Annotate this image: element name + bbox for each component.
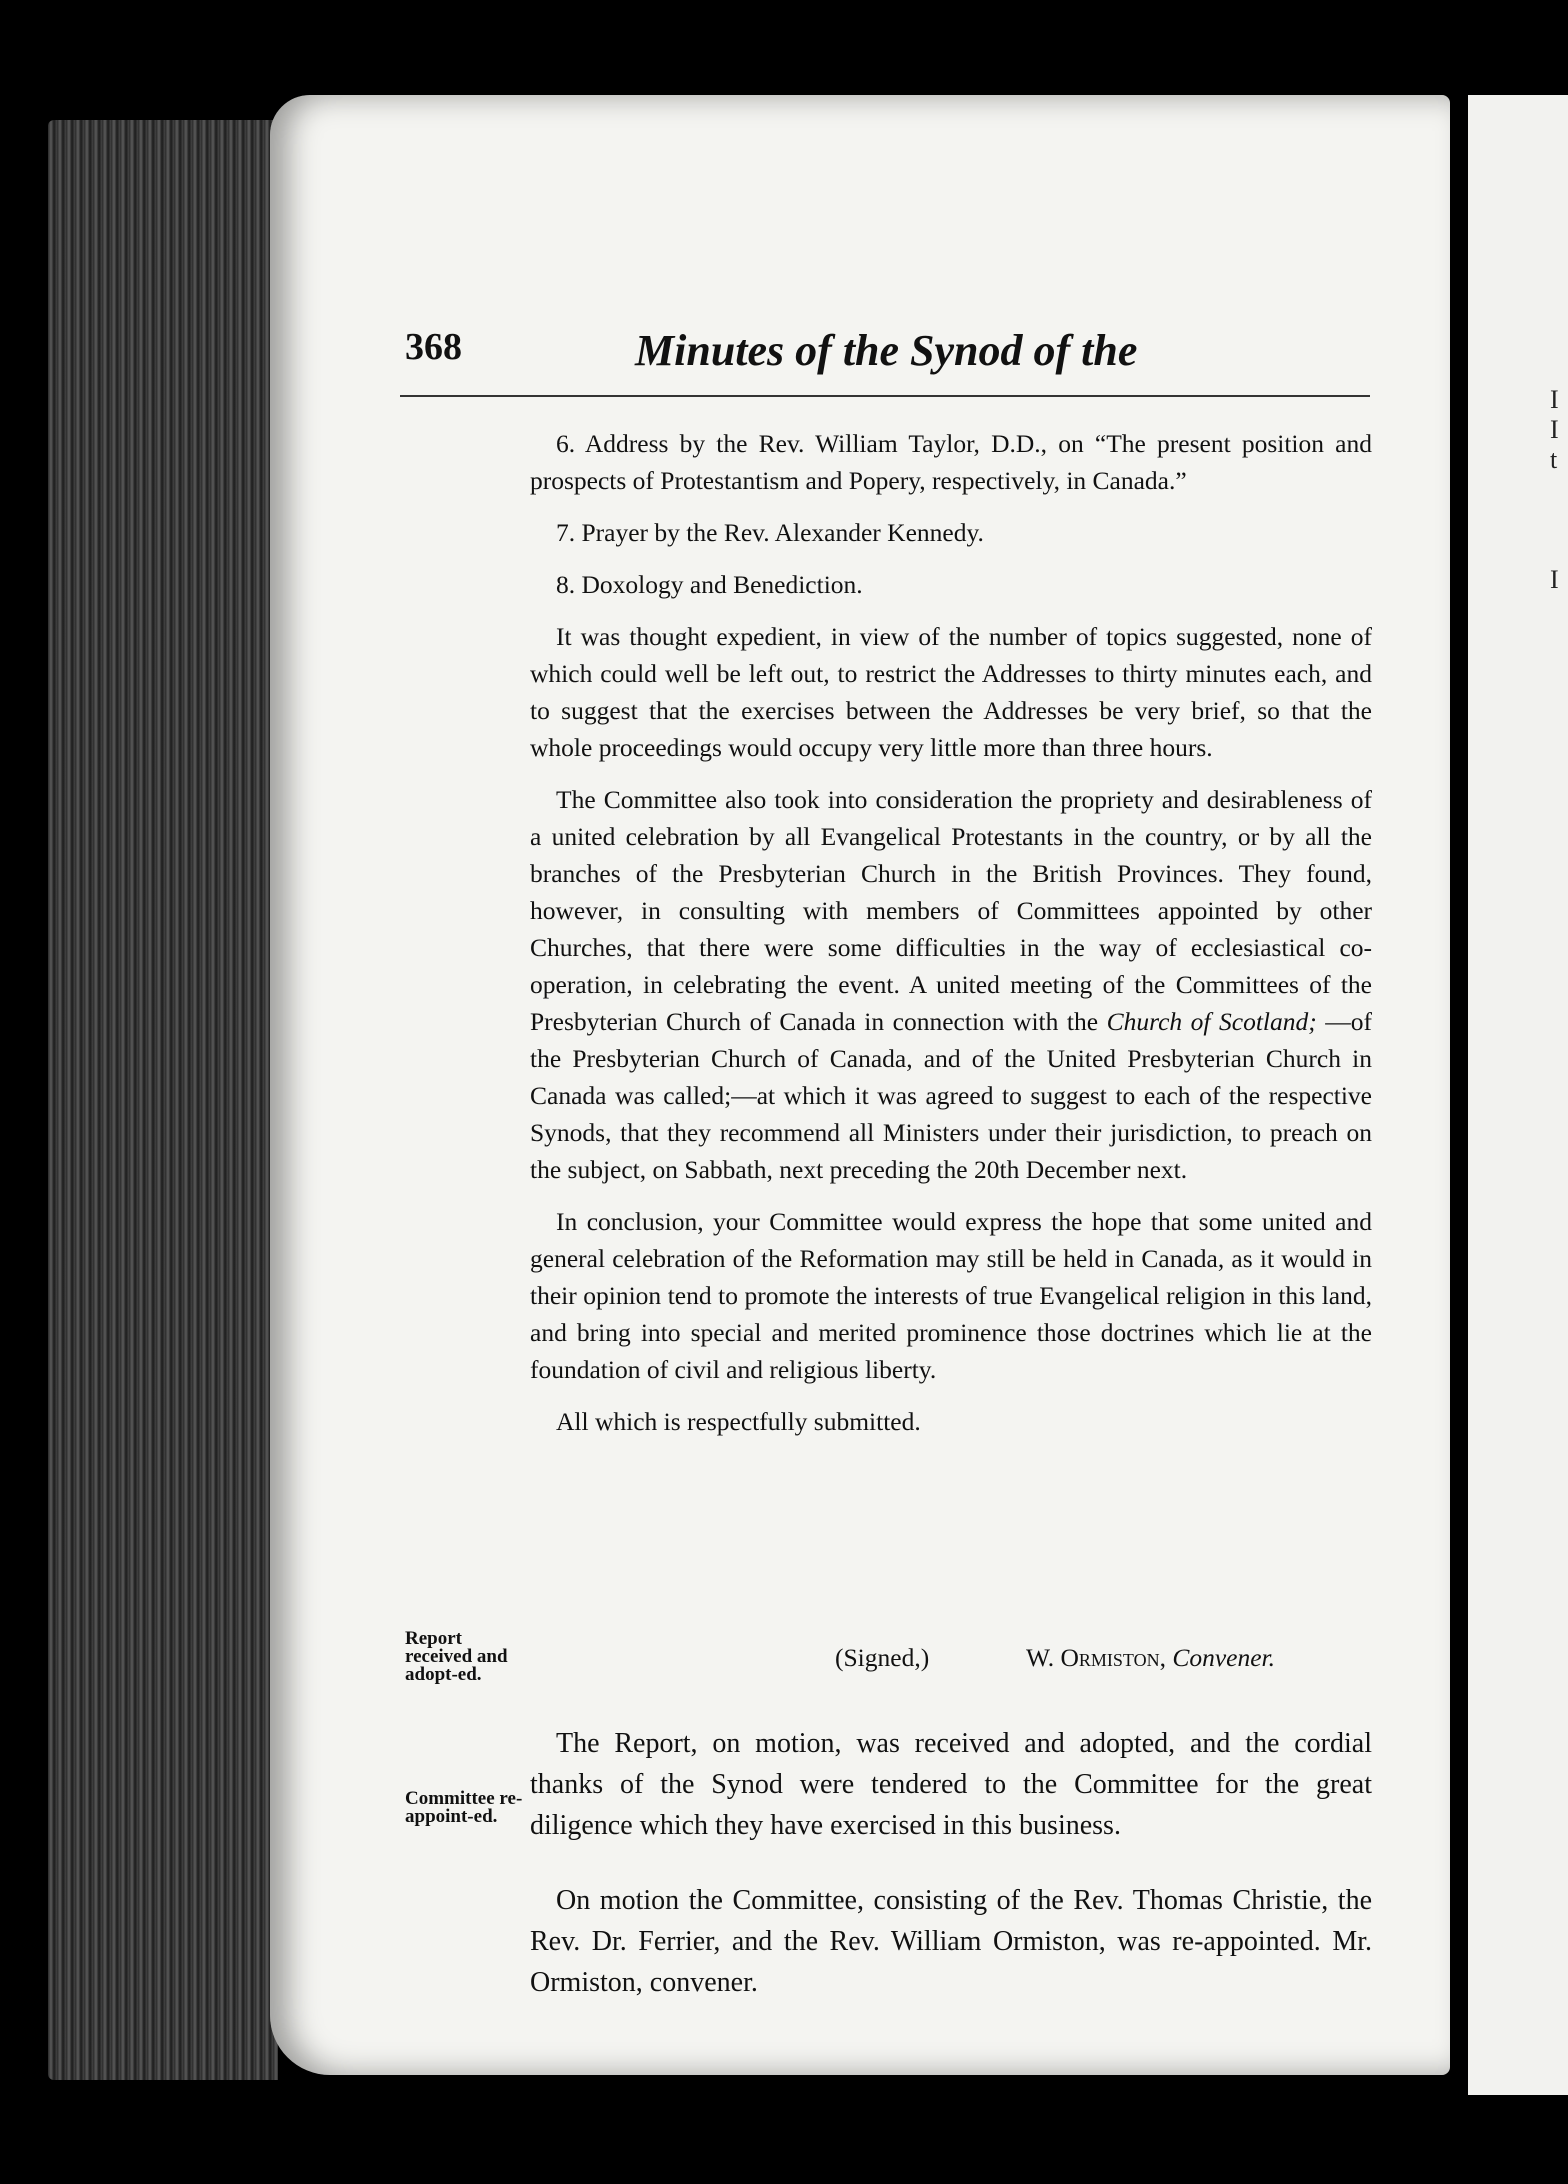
adjacent-fragment: I — [1550, 415, 1559, 444]
adjacent-fragment: t — [1550, 445, 1558, 474]
margin-note: Report received and adopt-ed. — [405, 1628, 508, 1685]
page-header — [270, 325, 1450, 385]
list-item: 7. Prayer by the Rev. Alexander Kennedy. — [556, 518, 984, 547]
page-number: 368 — [405, 326, 462, 368]
book-page — [270, 95, 1450, 2075]
italic-phrase: Church of Scotland; — [1106, 1007, 1317, 1036]
running-title: Minutes of the Synod of the — [635, 326, 1138, 375]
signed-label: (Signed,) — [835, 1643, 930, 1672]
paragraph: It was thought expedient, in view of the number of topics suggested, none of which could well be left out, to restrict the Addresses to thirty minutes each, and to suggest that the exercises between the Addresses be very brief, so that the whole proceedings would occupy very little more than three hours. — [530, 622, 1372, 762]
margin-note: Committee re-appoint-ed. — [405, 1788, 523, 1827]
list-item: 8. Doxology and Benediction. — [556, 570, 863, 599]
motion-paragraph: On motion the Committee, consisting of the Rev. Thomas Christie, the Rev. Dr. Ferrier, and the Rev. William Ormiston, was re-appointed. Mr. Ormiston, convener. — [530, 1885, 1372, 1998]
list-item: 6. Address by the Rev. William Taylor, D.D., on “The present position and prospects of Protestantism and Popery, respectively, in Canada.” — [530, 429, 1372, 495]
signer-title: Convener. — [1172, 1643, 1276, 1672]
paragraph: In conclusion, your Committee would express the hope that some united and general celebration of the Reformation may still be held in Canada, as it would in their opinion tend to promote the interests of true Evangelical religion in this land, and bring into special and merited prominence those doctrines which lie at the foundation of civil and religious liberty. — [530, 1207, 1372, 1384]
header-rule — [400, 395, 1370, 397]
adjacent-page-sliver — [1468, 95, 1568, 2095]
paragraph: All which is respectfully submitted. — [556, 1407, 921, 1436]
signer-name: W. Ormiston, — [1026, 1643, 1166, 1672]
page-body — [530, 425, 1372, 1455]
adjacent-fragment: I — [1550, 565, 1559, 594]
book-page-edges — [48, 120, 278, 2080]
paragraph: The Committee also took into consideration the propriety and desirableness of a united celebration by all Evangelical Protestants in the country, or by all the branches of the Presbyterian Church in the British Provinces. They found, however, in consulting with members of Committees appointed by other Churches, that there were some difficulties in the way of ecclesiastical co-operation, in celebrating the event. A united meeting of the Committees of the Presbyterian Church of Canada in connection with the Church of Scotland; —of the Presbyterian Church of Canada, and of the United Presbyterian Church in Canada was called;—at which it was agreed to suggest to each of the respective Synods, that they recommend all Ministers under their jurisdiction, to preach on the subject, on Sabbath, next preceding the 20th December next. — [530, 785, 1372, 1184]
motion-paragraph: The Report, on motion, was received and adopted, and the cordial thanks of the Synod were tendered to the Committee for the great diligence which they have exercised in this business. — [530, 1728, 1372, 1841]
adjacent-fragment: I — [1550, 385, 1559, 414]
